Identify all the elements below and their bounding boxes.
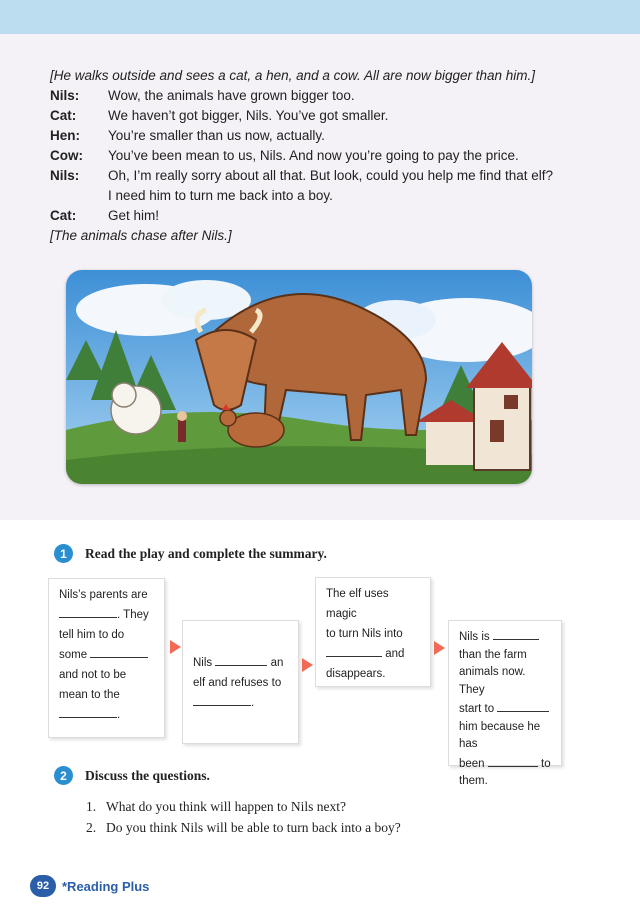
discussion-questions: [86, 796, 401, 838]
line-text: We haven’t got bigger, Nils. You’ve got smaller.: [108, 108, 389, 123]
section-title: Read the play and complete the summary.: [85, 545, 327, 561]
speaker: Nils:: [50, 168, 80, 183]
summary-box-4: Nils is than the farm animals now. They start to him because he has been to them.: [448, 620, 562, 766]
section-number-badge: 1: [54, 544, 73, 563]
line-text: Get him!: [108, 208, 160, 223]
fill-blank[interactable]: [193, 693, 251, 706]
line-text: You’ve been mean to us, Nils. And now you’re going to pay the price.: [108, 148, 519, 163]
line-text: Oh, I’m really sorry about all that. But look, could you help me find that elf?: [108, 168, 553, 183]
play-dialogue: [50, 66, 610, 246]
fill-blank[interactable]: [488, 754, 538, 767]
speaker: Cat:: [50, 108, 77, 123]
dialogue-line: [50, 166, 610, 186]
summary-box-2: Nils an elf and refuses to .: [182, 620, 299, 744]
fill-blank[interactable]: [493, 627, 539, 640]
farm-scene-image: [66, 270, 532, 484]
fill-blank[interactable]: [497, 699, 549, 712]
fill-blank[interactable]: [90, 645, 148, 658]
section-title: Discuss the questions.: [85, 767, 210, 783]
section-2-heading: [54, 766, 210, 785]
section-1-heading: [54, 544, 327, 563]
summary-box-1: Nils’s parents are . They tell him to do some and not to be mean to the .: [48, 578, 165, 738]
question-item: 1. What do you think will happen to Nils next?: [86, 799, 346, 814]
arrow-right-icon: [434, 641, 445, 655]
speaker: Nils:: [50, 88, 80, 103]
dialogue-line: [50, 206, 610, 226]
line-text: Wow, the animals have grown bigger too.: [108, 88, 355, 103]
speaker: Hen:: [50, 128, 80, 143]
stage-direction: [He walks outside and sees a cat, a hen, and a cow. All are now bigger than him.]: [50, 68, 536, 83]
page-number: 92: [30, 875, 56, 897]
fill-blank[interactable]: [326, 644, 382, 657]
section-label: *Reading Plus: [62, 878, 150, 894]
arrow-right-icon: [302, 658, 313, 672]
arrow-right-icon: [170, 640, 181, 654]
dialogue-line: [50, 126, 610, 146]
question-item: 2. Do you think Nils will be able to turn back into a boy?: [86, 820, 401, 835]
speaker: Cat:: [50, 208, 77, 223]
line-continuation: I need him to turn me back into a boy.: [108, 188, 333, 203]
story-illustration: [66, 270, 532, 484]
fill-blank[interactable]: [59, 605, 117, 618]
summary-box-3: The elf uses magic to turn Nils into and disappears.: [315, 577, 431, 687]
dialogue-line: [50, 86, 610, 106]
page-footer: [30, 875, 149, 897]
stage-direction: [The animals chase after Nils.]: [50, 228, 232, 243]
top-header-bar: [0, 0, 640, 34]
section-number-badge: 2: [54, 766, 73, 785]
fill-blank[interactable]: [215, 653, 267, 666]
fill-blank[interactable]: [59, 705, 117, 718]
line-text: You’re smaller than us now, actually.: [108, 128, 325, 143]
dialogue-line: [50, 106, 610, 126]
dialogue-line: [50, 146, 610, 166]
speaker: Cow:: [50, 148, 83, 163]
